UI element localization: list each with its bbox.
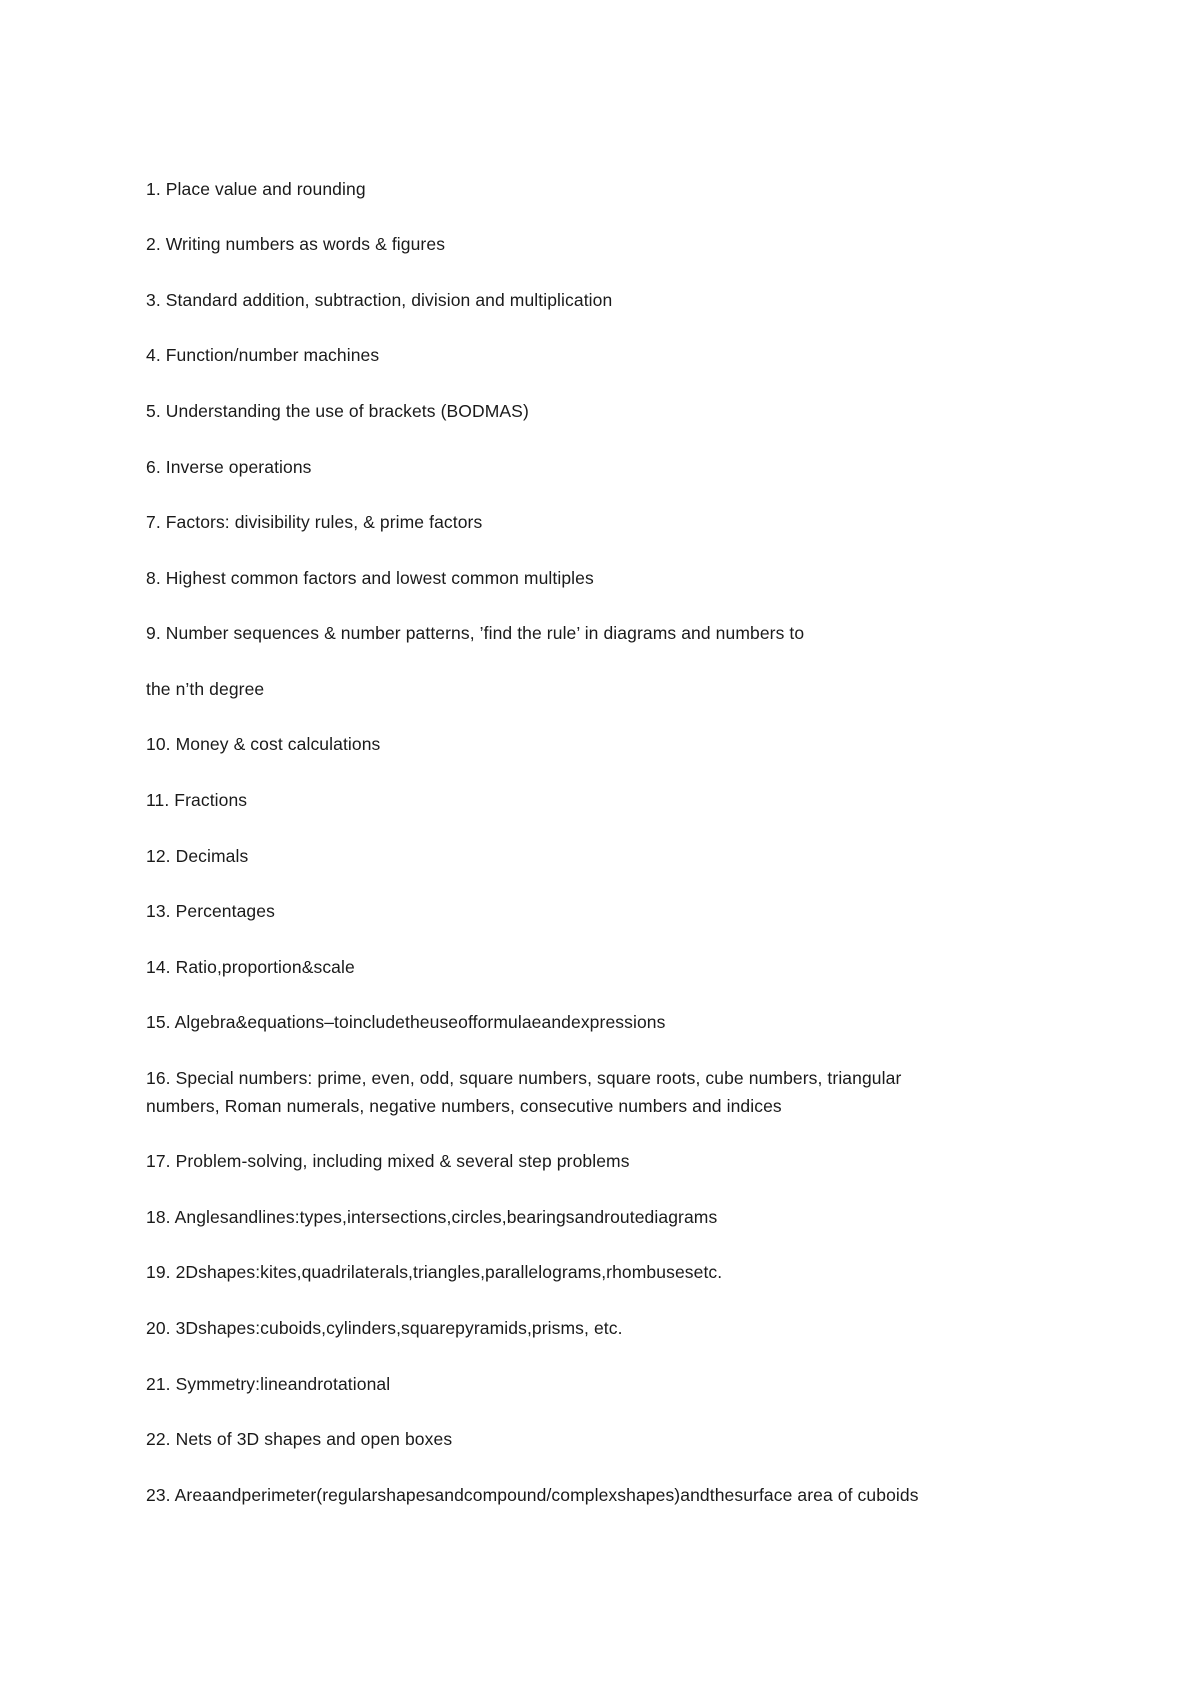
topic-line-17: 17. Problem-solving, including mixed & several step problems bbox=[146, 1151, 630, 1171]
topic-line-23: 23. Areaandperimeter(regularshapesandcompound/complexshapes)andthesurface area of cuboids bbox=[146, 1485, 919, 1505]
topic-line-10: 10. Money & cost calculations bbox=[146, 734, 381, 754]
topic-line-18: 18. Anglesandlines:types,intersections,circles,bearingsandroutediagrams bbox=[146, 1207, 718, 1227]
topic-line-5: 5. Understanding the use of brackets (BODMAS) bbox=[146, 401, 529, 421]
topic-line-9: 9. Number sequences & number patterns, ’find the rule’ in diagrams and numbers to bbox=[146, 623, 805, 643]
topic-line-1: 1. Place value and rounding bbox=[146, 179, 366, 199]
topic-line-15: 15. Algebra&equations–toincludetheuseofformulaeandexpressions bbox=[146, 1012, 666, 1032]
topic-line-7: 7. Factors: divisibility rules, & prime factors bbox=[146, 512, 483, 532]
topic-line-6: 6. Inverse operations bbox=[146, 457, 312, 477]
topic-line-12: 12. Decimals bbox=[146, 846, 249, 866]
topic-line-13: 13. Percentages bbox=[146, 901, 275, 921]
topic-line-16: 16. Special numbers: prime, even, odd, square numbers, square roots, cube numbers, triangular bbox=[146, 1068, 902, 1088]
topic-line-2: 2. Writing numbers as words & figures bbox=[146, 234, 446, 254]
topic-line-11: 11. Fractions bbox=[146, 790, 248, 810]
topic-line-8: 8. Highest common factors and lowest common multiples bbox=[146, 568, 594, 588]
topic-line-21: 21. Symmetry:lineandrotational bbox=[146, 1374, 391, 1394]
topic-line-9-continued: the n’th degree bbox=[146, 679, 265, 699]
topic-line-19: 19. 2Dshapes:kites,quadrilaterals,triangles,parallelograms,rhombusesetc. bbox=[146, 1262, 723, 1282]
topic-line-20: 20. 3Dshapes:cuboids,cylinders,squarepyramids,prisms, etc. bbox=[146, 1318, 623, 1338]
topic-line-14: 14. Ratio,proportion&scale bbox=[146, 957, 355, 977]
topic-line-3: 3. Standard addition, subtraction, division and multiplication bbox=[146, 290, 613, 310]
topic-line-22: 22. Nets of 3D shapes and open boxes bbox=[146, 1429, 453, 1449]
topic-line-16-continued: numbers, Roman numerals, negative numbers, consecutive numbers and indices bbox=[146, 1096, 782, 1116]
topic-line-4: 4. Function/number machines bbox=[146, 345, 380, 365]
